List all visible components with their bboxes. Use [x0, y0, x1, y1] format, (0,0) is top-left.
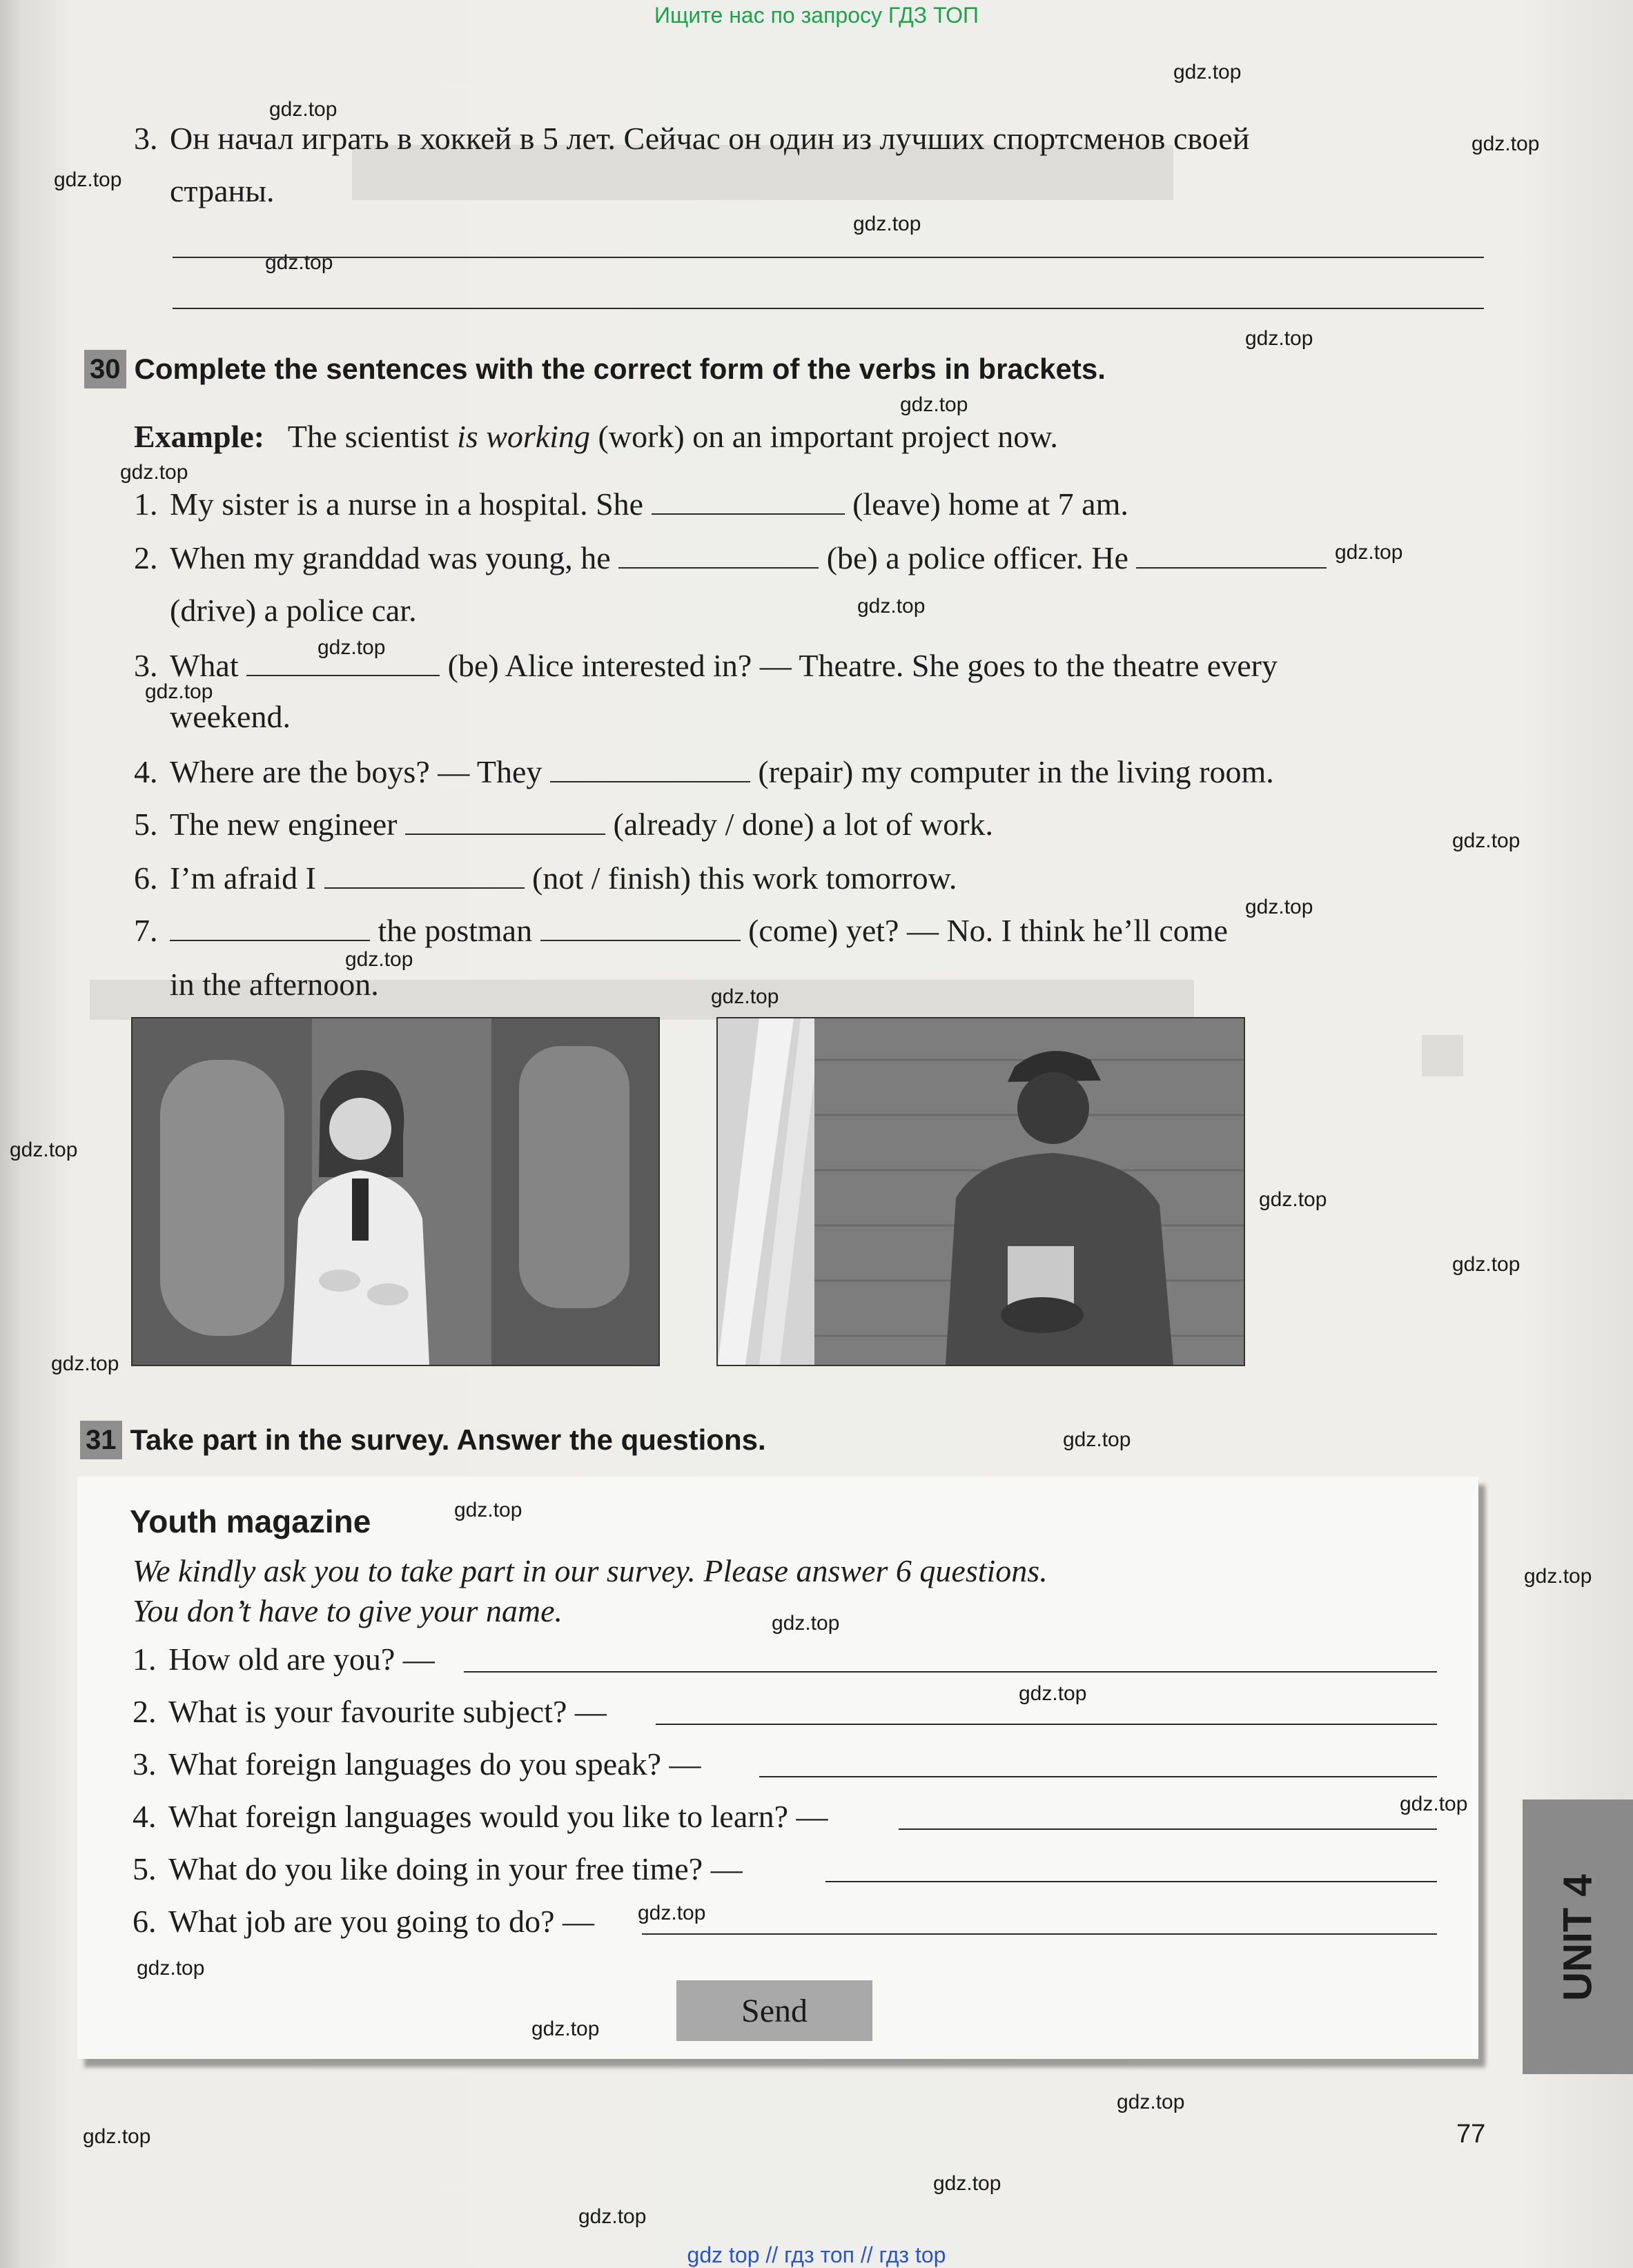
item-number: 1.: [134, 486, 158, 522]
watermark: gdz.top: [345, 948, 413, 971]
question-number: 4.: [133, 1799, 157, 1834]
watermark: gdz.top: [1471, 132, 1540, 155]
answer-blank[interactable]: [550, 755, 750, 782]
answer-line-1[interactable]: [173, 257, 1484, 258]
question-number: 2.: [133, 1694, 157, 1729]
section-number-badge: 31: [80, 1421, 122, 1459]
item-text: the postman: [378, 913, 533, 948]
item-number: 7.: [134, 913, 158, 948]
watermark: gdz.top: [900, 393, 968, 416]
survey-question-5: [133, 1849, 743, 1889]
watermark: gdz.top: [54, 168, 122, 191]
send-button[interactable]: Send: [676, 1980, 872, 2041]
watermark: gdz.top: [578, 2205, 647, 2228]
exercise-item-7: [134, 911, 1228, 951]
watermark: gdz.top: [638, 1902, 706, 1924]
item-text: My sister is a nurse in a hospital. She: [170, 486, 644, 522]
question-text: What foreign languages would you like to learn? —: [168, 1799, 828, 1834]
postman-photo-drawing: [718, 1018, 1244, 1365]
page-number: 77: [1456, 2120, 1486, 2149]
answer-blank[interactable]: [405, 807, 605, 835]
item-text: (leave) home at 7 am.: [852, 486, 1128, 522]
item-text: (not / finish) this work tomorrow.: [532, 860, 957, 896]
example-text-pre: The scientist: [287, 419, 449, 454]
watermark: gdz.top: [1259, 1188, 1327, 1211]
unit-label: UNIT 4: [1555, 1874, 1601, 2001]
exercise-item-4: [134, 752, 1274, 792]
item-number: 5.: [134, 807, 158, 842]
watermark: gdz.top: [1335, 541, 1403, 564]
example-text-post: (work) on an important project now.: [598, 419, 1058, 454]
survey-question-3: [133, 1744, 701, 1784]
watermark: gdz.top: [857, 595, 926, 618]
answer-blank[interactable]: [170, 914, 370, 941]
question-text: How old are you? —: [168, 1641, 435, 1677]
example-answer: is working: [457, 419, 591, 454]
watermark: gdz.top: [1063, 1428, 1131, 1451]
answer-field-age[interactable]: [464, 1671, 1437, 1673]
question-number: 5.: [133, 1851, 157, 1886]
watermark: gdz.top: [10, 1138, 78, 1161]
watermark: gdz.top: [454, 1499, 522, 1521]
answer-field-job[interactable]: [642, 1933, 1437, 1935]
section-title: Complete the sentences with the correct form of the verbs in brackets.: [134, 353, 1106, 385]
item-number: 6.: [134, 860, 158, 896]
item-text: When my granddad was young, he: [170, 540, 611, 575]
watermark: gdz.top: [51, 1352, 119, 1375]
question-text: What foreign languages do you speak? —: [168, 1746, 701, 1782]
watermark: gdz.top: [137, 1957, 205, 1980]
answer-field-languages-spoken[interactable]: [759, 1776, 1437, 1777]
watermark: gdz.top: [1452, 829, 1520, 852]
item-text: What: [170, 648, 239, 683]
example-label: Example:: [134, 419, 265, 454]
exercise-item-5: [134, 805, 993, 845]
survey-question-4: [133, 1797, 828, 1837]
watermark: gdz.top: [1245, 327, 1313, 350]
watermark: gdz.top: [317, 636, 386, 659]
exercise-item-3: [134, 646, 1278, 686]
russian-item-line1: [134, 119, 1249, 159]
watermark: gdz.top: [933, 2172, 1001, 2195]
watermark: gdz.top: [772, 1612, 840, 1635]
answer-blank[interactable]: [618, 541, 819, 569]
item-text: (be) a police officer. He: [826, 540, 1128, 575]
answer-line-2[interactable]: [173, 308, 1484, 309]
example-line: [134, 417, 1058, 457]
section-title: Take part in the survey. Answer the questions.: [130, 1423, 766, 1456]
watermark: gdz.top: [1019, 1682, 1087, 1705]
question-text: What do you like doing in your free time? —: [168, 1851, 743, 1886]
answer-blank[interactable]: [324, 861, 525, 889]
exercise-item-6: [134, 858, 957, 898]
russian-item-line2: страны.: [170, 173, 275, 208]
magazine-title: Youth magazine: [130, 1503, 371, 1539]
survey-question-2: [133, 1692, 607, 1732]
question-number: 1.: [133, 1641, 157, 1677]
exercise-item-2: [134, 538, 1327, 578]
answer-blank[interactable]: [540, 914, 741, 941]
exercise-item-1: [134, 484, 1128, 524]
bottom-banner[interactable]: gdz top // гдз топ // гдз top: [687, 2242, 946, 2267]
item-text: (come) yet? — No. I think he’ll come: [748, 913, 1228, 948]
survey-question-6: [133, 1902, 594, 1942]
item-text: (be) Alice interested in? — Theatre. She goes to the theatre every: [447, 648, 1278, 683]
item-number: 3.: [134, 648, 158, 683]
show-through-badge: [1422, 1035, 1463, 1076]
scientist-photo: [131, 1017, 660, 1366]
survey-intro-1: We kindly ask you to take part in our survey. Please answer 6 questions.: [133, 1553, 1048, 1588]
watermark: gdz.top: [265, 251, 333, 274]
section-30-heading: [84, 349, 1106, 389]
watermark: gdz.top: [1452, 1253, 1520, 1276]
item-text: (already / done) a lot of work.: [613, 807, 994, 842]
scientist-photo-drawing: [133, 1018, 658, 1365]
watermark: gdz.top: [145, 680, 213, 703]
watermark: gdz.top: [1400, 1793, 1468, 1815]
survey-intro-2: You don’t have to give your name.: [133, 1593, 563, 1628]
item-number: 2.: [134, 540, 158, 575]
watermark: gdz.top: [531, 2018, 600, 2040]
question-number: 6.: [133, 1904, 157, 1939]
answer-field-languages-learn[interactable]: [899, 1828, 1437, 1830]
item-text: The new engineer: [170, 807, 398, 842]
top-banner[interactable]: Ищите нас по запросу ГДЗ ТОП: [654, 3, 979, 28]
watermark: gdz.top: [853, 213, 921, 235]
item-text: Он начал играть в хоккей в 5 лет. Сейчас он один из лучших спортсменов своей: [170, 121, 1250, 156]
answer-blank[interactable]: [652, 487, 845, 515]
watermark: gdz.top: [120, 461, 188, 484]
exercise-item-3-cont: weekend.: [170, 699, 291, 734]
watermark: gdz.top: [1245, 896, 1313, 918]
item-text: Where are the boys? — They: [170, 754, 542, 789]
section-31-heading: [80, 1420, 766, 1460]
watermark: gdz.top: [711, 985, 779, 1008]
watermark: gdz.top: [1117, 2091, 1185, 2113]
answer-field-free-time[interactable]: [825, 1881, 1437, 1882]
question-number: 3.: [133, 1746, 157, 1782]
exercise-item-2-cont: (drive) a police car.: [170, 593, 417, 628]
item-text: (repair) my computer in the living room.: [758, 754, 1274, 789]
item-text: I’m afraid I: [170, 860, 316, 896]
survey-question-1: [133, 1639, 435, 1679]
watermark: gdz.top: [83, 2125, 151, 2148]
watermark: gdz.top: [269, 98, 338, 121]
watermark: gdz.top: [1524, 1565, 1592, 1588]
item-number: 4.: [134, 754, 158, 789]
question-text: What job are you going to do? —: [168, 1904, 595, 1939]
postman-photo: [716, 1017, 1245, 1366]
answer-blank[interactable]: [1136, 541, 1327, 569]
item-number: 3.: [134, 121, 158, 156]
section-number-badge: 30: [84, 350, 126, 388]
question-text: What is your favourite subject? —: [168, 1694, 607, 1729]
answer-field-subject[interactable]: [656, 1724, 1437, 1725]
exercise-item-7-cont: in the afternoon.: [170, 967, 379, 1002]
watermark: gdz.top: [1173, 61, 1242, 83]
